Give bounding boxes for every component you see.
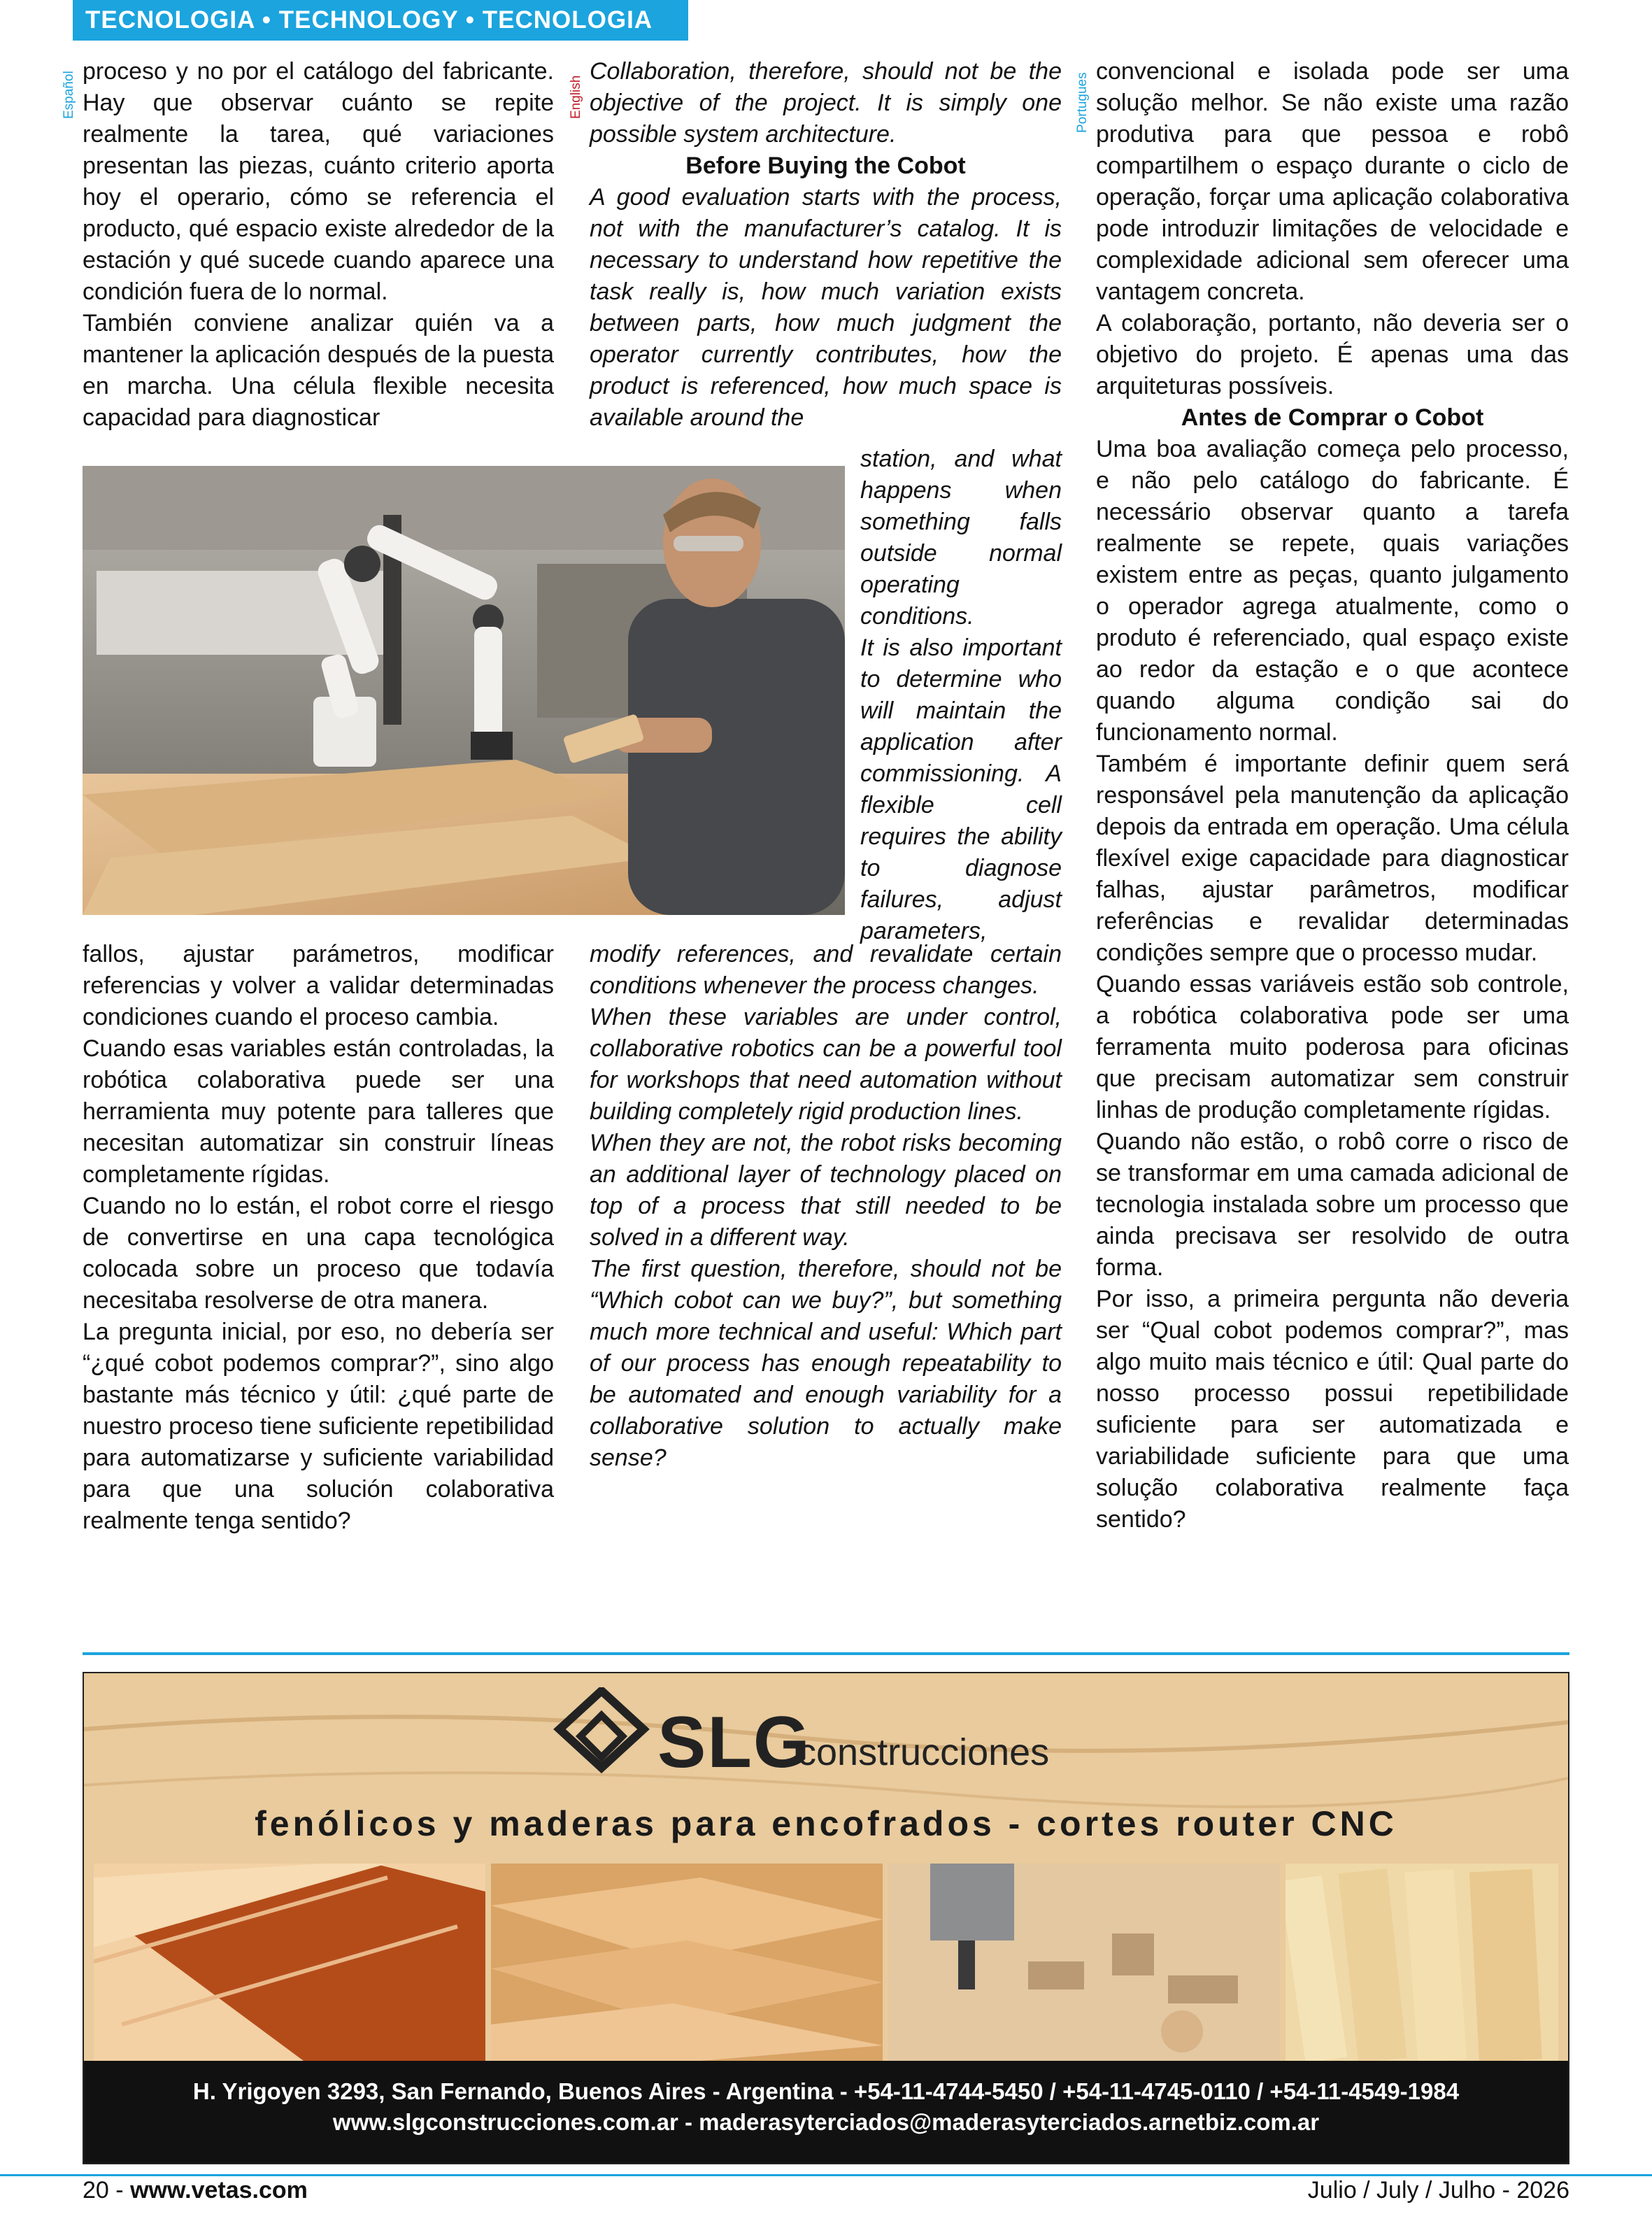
pt-paragraph: convencional e isolada pode ser uma solução melhor. Se não existe uma razão produtiva para que pessoa e robô compartilhem o espaço durante o ciclo de operação, forçar uma aplicação colaborativa pode introduzir limitações de velocidade e complexidade adicional sem oferecer uma vantagem concreta. — [1096, 58, 1569, 305]
pt-paragraph: Quando não estão, o robô corre o risco de se transformar em uma camada adicional de tecnologia instalada sobre um processo que ainda precisava ser resolvido de outra forma. — [1096, 1128, 1569, 1281]
lang-tag-pt: Portugues — [1075, 72, 1090, 133]
pt-subhead: Antes de Comprar o Cobot — [1181, 404, 1484, 431]
lang-tag-es: Español — [62, 71, 76, 119]
moldings-illustration — [1286, 1864, 1558, 2061]
ad-address: H. Yrigoyen 3293, San Fernando, Buenos Aires - Argentina - +54-11-4744-5450 / +54-11-4745-0110 / +54-11-4549-1984 — [192, 2078, 1460, 2104]
es-paragraph: Cuando esas variables están controladas, la robótica colaborativa puede ser una herramienta muy potente para talleres que necesitan automatizar sin construir líneas completamente rígidas. — [83, 1035, 554, 1188]
footer-left: 20 - www.vetas.com — [83, 2177, 308, 2204]
ad-tile-moldings — [1286, 1864, 1558, 2061]
column-spanish-bottom — [83, 939, 554, 1537]
ad-tile-cnc-router — [888, 1864, 1280, 2061]
ad-contact-bar — [84, 2061, 1568, 2163]
en-paragraph: modify references, and revalidate certain conditions whenever the process changes. — [590, 941, 1062, 999]
ad-brand-suffix: construcciones — [797, 1731, 1050, 1773]
es-paragraph: La pregunta inicial, por eso, no debería ser “¿qué cobot podemos comprar?”, sino algo bastante más técnico y útil: ¿qué parte de nuestro proceso tiene suficiente repetibilidad para automatizarse y suficiente variabilidad para que una solución colaborativa realmente tenga sentido? — [83, 1319, 554, 1534]
en-paragraph: station, and what happens when something falls outside normal operating conditions. — [860, 446, 1062, 630]
advertisement-slg — [83, 1672, 1569, 2164]
column-portuguese — [1096, 56, 1569, 1535]
photo-illustration — [83, 466, 845, 915]
cnc-illustration — [888, 1864, 1280, 2061]
column-spanish-top — [83, 56, 554, 434]
en-paragraph: Collaboration, therefore, should not be the objective of the project. It is simply one possible system architecture. — [590, 58, 1062, 148]
ad-brand: SLG — [657, 1702, 811, 1783]
en-subhead: Before Buying the Cobot — [685, 152, 966, 179]
pt-paragraph: A colaboração, portanto, não deveria ser o objetivo do projeto. É apenas uma das arquiteturas possíveis. — [1096, 310, 1569, 399]
ad-web: www.slgconstrucciones.com.ar - maderasyterciados@maderasyterciados.arnetbiz.com.ar — [332, 2109, 1320, 2135]
slg-logo-icon — [553, 1687, 650, 1792]
ad-top-rule — [83, 1652, 1569, 1655]
photo-cobot-workshop — [83, 466, 845, 915]
site-link[interactable]: www.vetas.com — [130, 2177, 308, 2204]
pt-paragraph: Uma boa avaliação começa pelo processo, e não pelo catálogo do fabricante. É necessário observar quanto a tarefa realmente se repete, quais variações existem entre as peças, quanto julgamento o operador agrega atualmente, como o produto é referenciado, qual espaço existe ao redor da estação e o que acontece quando alguma condição sai do funcionamento normal. — [1096, 436, 1569, 746]
plywood-illustration — [94, 1864, 485, 2061]
es-paragraph: Cuando no lo están, el robot corre el riesgo de convertirse en una capa tecnológica colocada sobre un proceso que todavía necesitaba resolverse de otra manera. — [83, 1193, 554, 1314]
en-wrap-text — [860, 444, 1062, 947]
ad-tagline: fenólicos y maderas para encofrados - cortes router CNC — [255, 1804, 1397, 1843]
footer-date: Julio / July / Julho - 2026 — [1307, 2177, 1569, 2204]
es-paragraph: proceso y no por el catálogo del fabricante. Hay que observar cuánto se repite realmente la tarea, qué variaciones presentan las piezas, cuánto criterio aporta hoy el operario, cómo se referencia el producto, qué espacio existe alrededor de la estación y qué sucede cuando aparece una condición fuera de lo normal. — [83, 58, 554, 305]
es-paragraph: También conviene analizar quién va a mantener la aplicación después de la puesta en marcha. Una célula flexible necesita capacidad para diagnosticar — [83, 310, 554, 431]
footer-rule — [0, 2174, 1652, 2176]
column-english-top — [590, 56, 1062, 434]
pt-paragraph: Por isso, a primeira pergunta não deveria ser “Qual cobot podemos comprar?”, mas algo muito mais técnico e útil: Qual parte do nosso processo possui repetibilidade suficiente para ser automatizada e variabilidade suficiente para que uma solução colaborativa realmente faça sentido? — [1096, 1286, 1569, 1533]
en-paragraph: It is also important to determine who will maintain the application after commissioning. A flexible cell requires the ability to diagnose failures, adjust parameters, — [860, 634, 1062, 944]
section-band: TECNOLOGIA • TECHNOLOGY • TECNOLOGIA — [73, 0, 688, 41]
page-number: 20 — [83, 2177, 109, 2204]
pt-paragraph: Também é importante definir quem será responsável pela manutenção da aplicação depois da entrada em operação. Uma célula flexível exige capacidade para diagnosticar falhas, ajustar parâmetros, modificar referências e revalidar determinadas condições sempre que o processo mudar. — [1096, 751, 1569, 966]
ad-tile-plywood — [94, 1864, 485, 2061]
en-paragraph: The first question, therefore, should not be “Which cobot can we buy?”, but something much more technical and useful: Which part of our process has enough repeatability to be automated and enough variability for a collaborative solution to actually make sense? — [590, 1256, 1062, 1471]
pt-paragraph: Quando essas variáveis estão sob controle, a robótica colaborativa pode ser uma ferramenta muito poderosa para oficinas que precisam automatizar sem construir linhas de produção completamente rígidas. — [1096, 971, 1569, 1123]
lang-tag-en: English — [569, 75, 583, 119]
en-paragraph: When these variables are under control, collaborative robotics can be a powerful tool for workshops that need automation without building completely rigid production lines. — [590, 1004, 1062, 1125]
en-paragraph: A good evaluation starts with the process, not with the manufacturer’s catalog. It is necessary to understand how repetitive the task really is, how much variation exists between parts, how much judgment the operator currently contributes, how the product is referenced, how much space is available around the — [590, 184, 1062, 431]
en-paragraph: When they are not, the robot risks becoming an additional layer of technology placed on top of a process that still needed to be solved in a different way. — [590, 1130, 1062, 1251]
column-english-bottom — [590, 939, 1062, 1474]
ad-tile-lumber — [491, 1864, 883, 2061]
lumber-illustration — [491, 1864, 883, 2061]
es-paragraph: fallos, ajustar parámetros, modificar referencias y volver a validar determinadas condiciones cuando el proceso cambia. — [83, 941, 554, 1030]
